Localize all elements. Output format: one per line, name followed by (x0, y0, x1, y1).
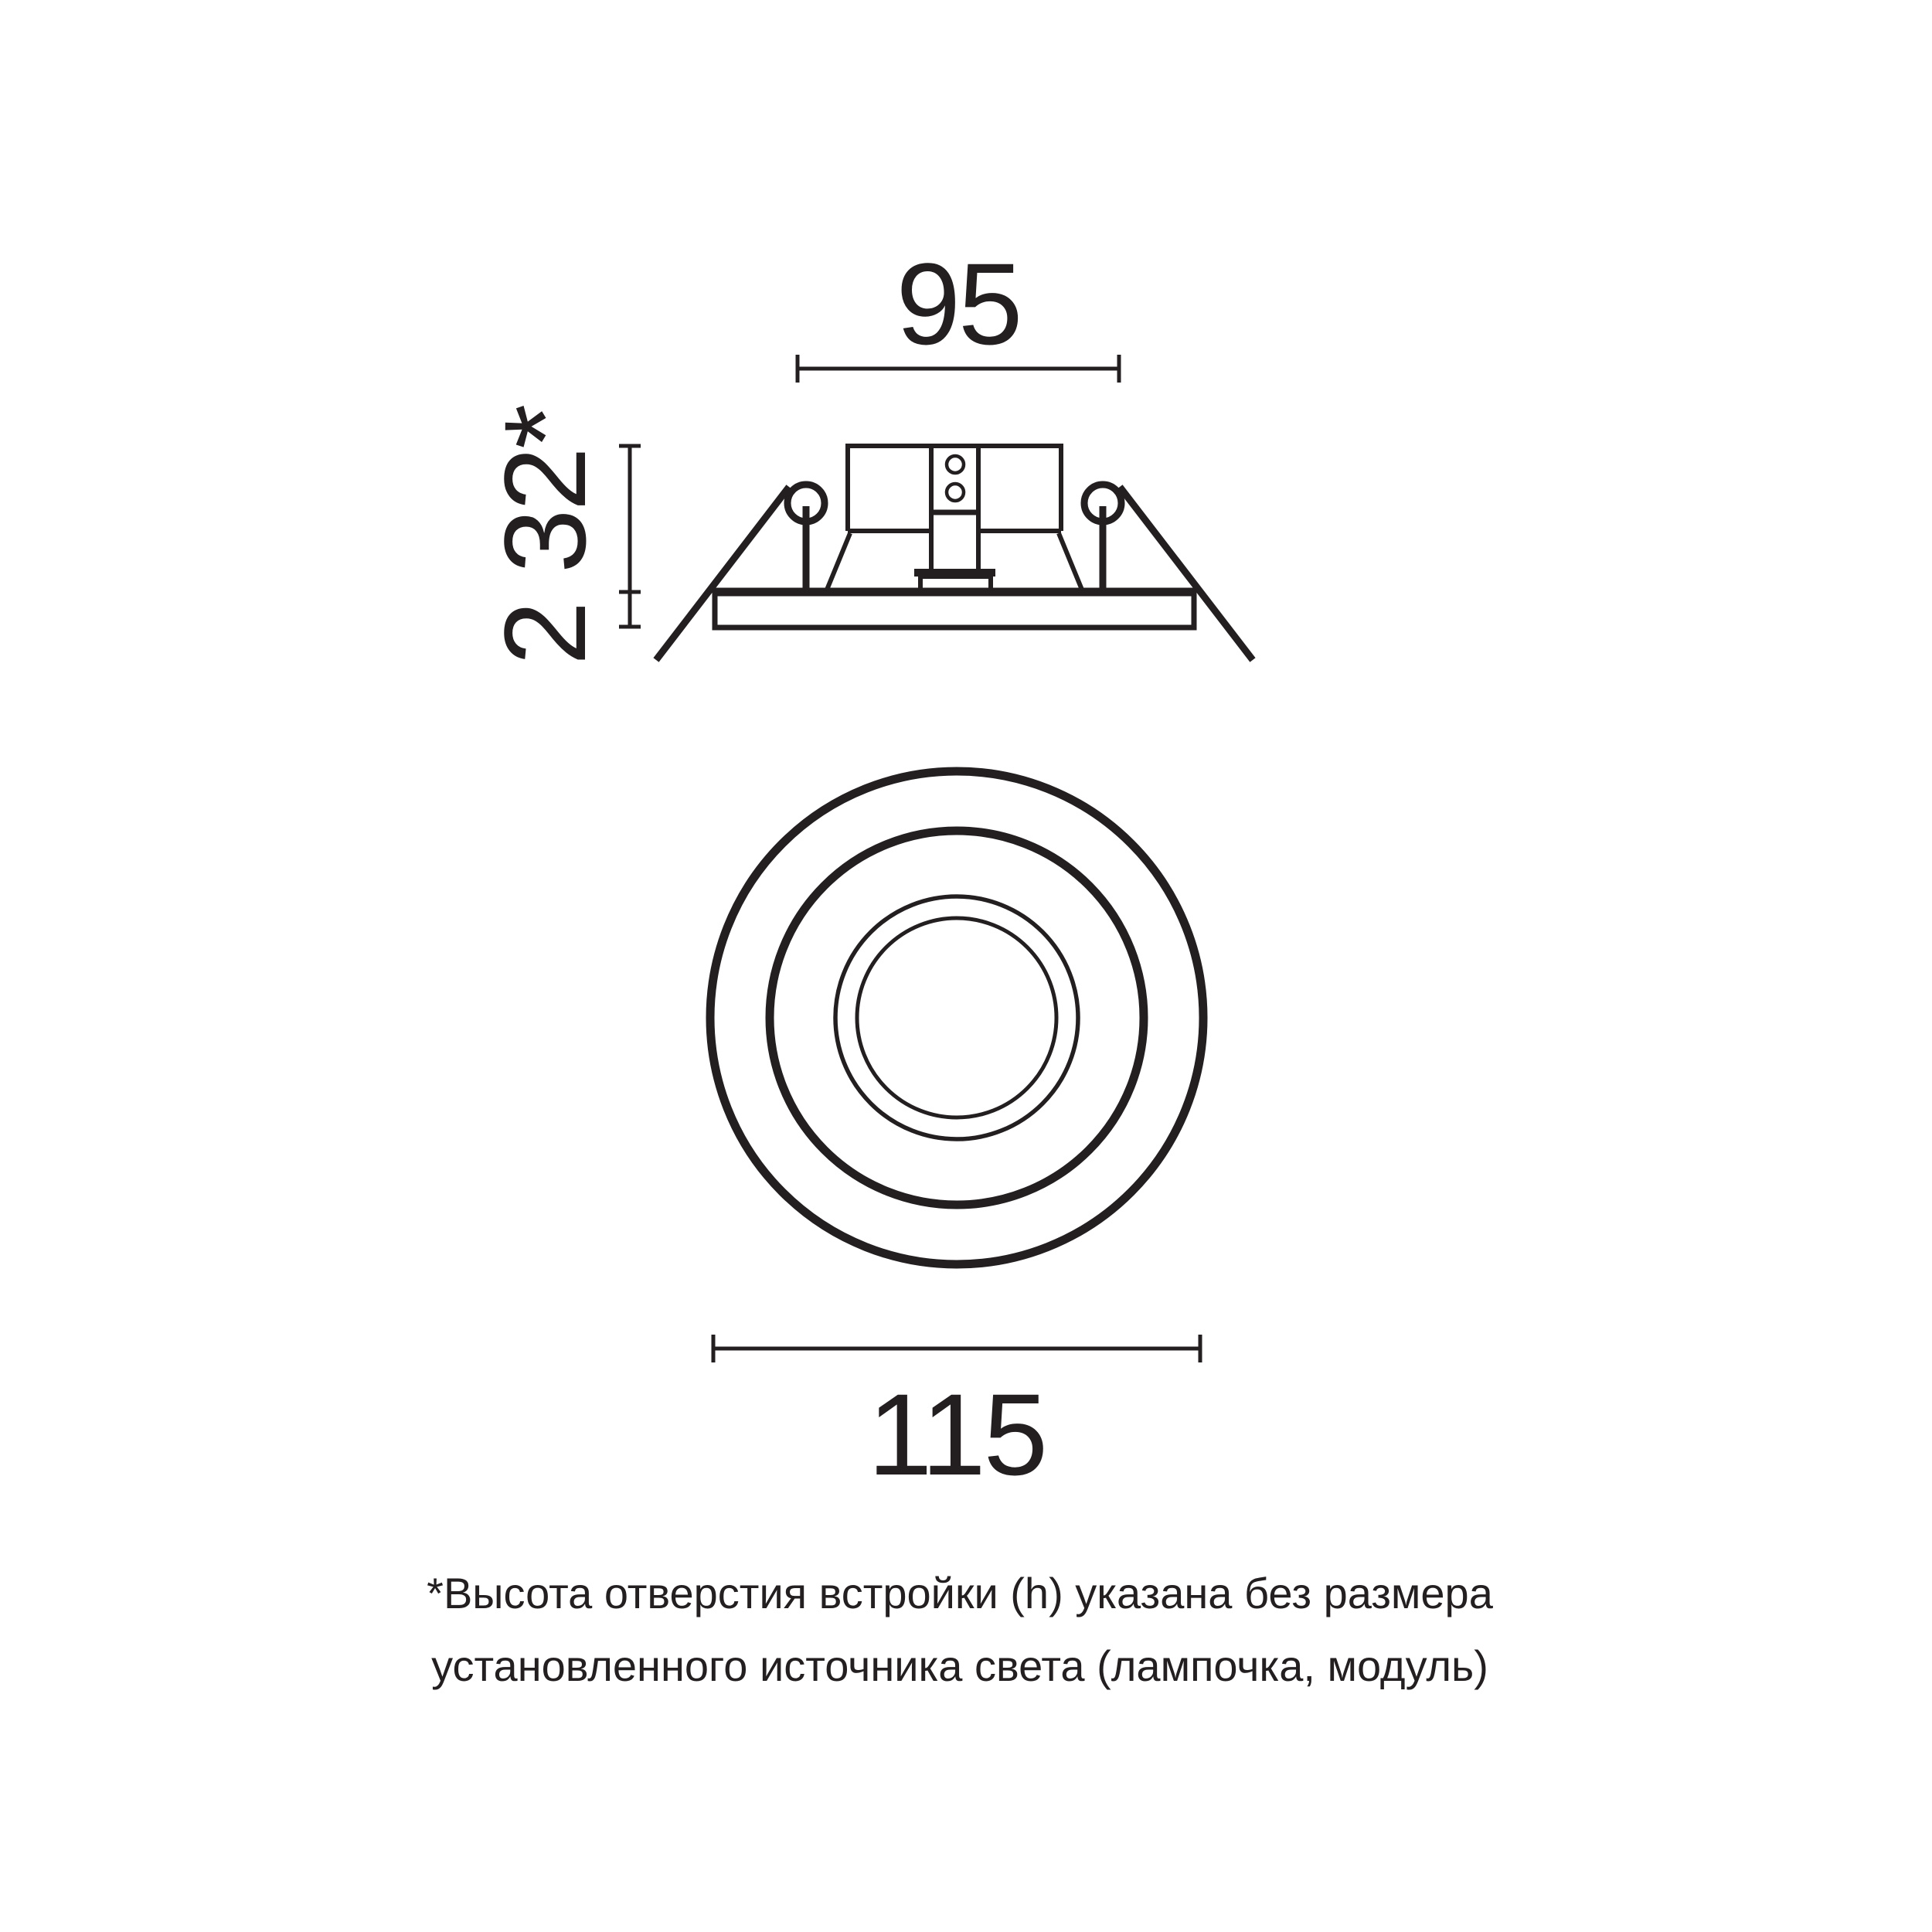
cone-wall-right (1059, 533, 1082, 590)
dimension-cutout-width (798, 239, 1119, 383)
footnote-line-1: *Высота отверстия встройки (h) указана без размера (427, 1569, 1493, 1617)
bezel-outer-circle (835, 896, 1078, 1139)
footnote (427, 1569, 1494, 1690)
housing-outline (848, 446, 1061, 531)
dim-label-recess-depth: 2 32* (480, 406, 610, 665)
dim-label-trim-diameter: 115 (867, 1369, 1046, 1499)
side-view-section (480, 239, 1253, 665)
screw-hole-top (947, 456, 964, 473)
screw-hole-bottom (947, 484, 964, 501)
dimension-recess-depth (480, 405, 641, 665)
spring-clip-left (656, 485, 825, 660)
trim-inner-circle (770, 831, 1144, 1205)
front-view (710, 771, 1203, 1499)
dimension-trim-diameter (713, 1335, 1200, 1499)
spring-clip-right (1084, 485, 1253, 660)
footnote-line-2: установленного источника света (лампочка, модуль) (431, 1641, 1488, 1690)
spring-arm-left (656, 487, 789, 660)
dim-label-cutout-width: 95 (896, 239, 1021, 369)
spring-arm-right (1120, 487, 1253, 660)
cone-wall-left (827, 533, 850, 590)
trim-outer-circle (710, 771, 1203, 1264)
bezel-inner-circle (857, 918, 1056, 1117)
luminaire-body (656, 446, 1253, 660)
trim-plate (715, 591, 1194, 628)
